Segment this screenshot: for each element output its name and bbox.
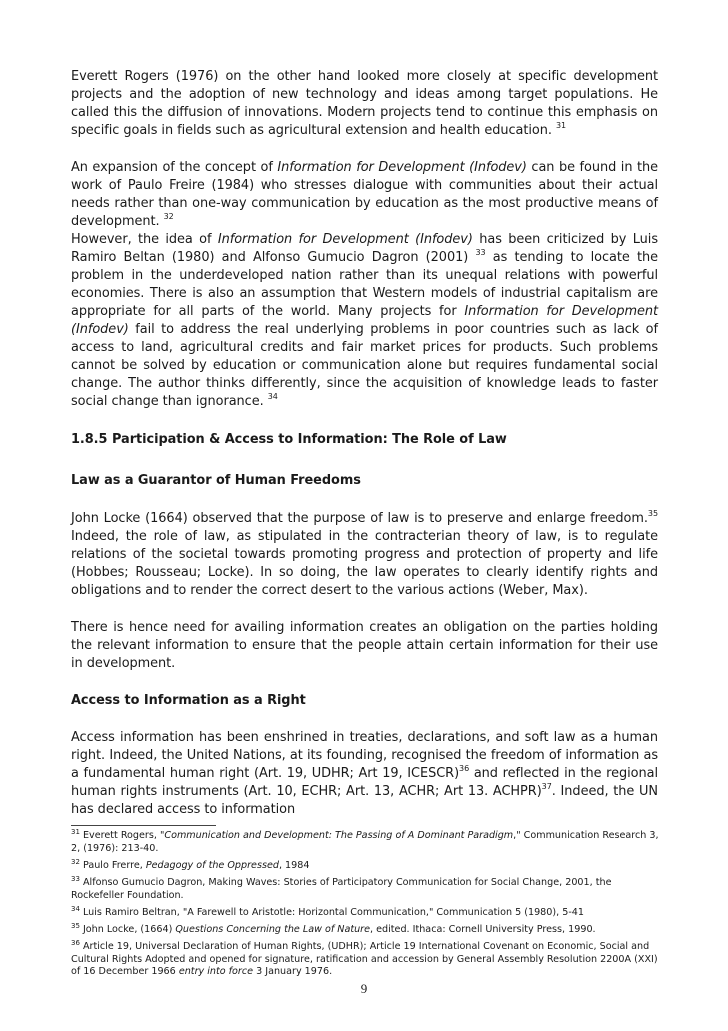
paragraph-availing-information: There is hence need for availing information creates an obligation on the parties holding the relevant information to ensure that the people attain certain information for their use in development. — [71, 620, 658, 671]
footnote-ref-34[interactable]: 34 — [267, 392, 278, 401]
page-number: 9 — [360, 981, 368, 996]
footnote-ref-33[interactable]: 33 — [475, 248, 486, 257]
footnote-ref-36[interactable]: 36 — [459, 764, 470, 773]
paragraph-infodev-criticism: However, the idea of Information for Development (Infodev) has been criticized by Luis Ramiro Beltan (1980) and Alfonso Gumucio Dagron (2001) $^{33}$ as tending to locate the problem in the underdeveloped nation rather than its unequal relations with powerful economies. There is also an assumption that Western models of industrial capitalism are appropriate for all parts of the world. Many projects for Information for Development (Infodev) fail to address the real underlying problems in poor countries such as lack of access to land, agricultural credits and fair market prices for products. Such problems cannot be solved by education or communication alone but requires fundamental social change. The author thinks differently, since the acquisition of knowledge leads to faster social change than ignorance. $^{34}$ — [71, 232, 658, 409]
footnotes — [71, 830, 661, 984]
footnote-35: $^{35}$ John Locke, (1664) Questions Concerning the Law of Nature, edited. Ithaca: Cornell University Press, 1990. — [71, 921, 596, 935]
footnote-33: $^{33}$ Alfonso Gumucio Dagron, Making Waves: Stories of Participatory Communication for Social Change, 2001, the Rockefeller Foundation. — [71, 874, 612, 901]
paragraph-access-information: Access information has been enshrined in treaties, declarations, and soft law as a human right. Indeed, the United Nations, at its founding, recognised the freedom of information as a fundamental human right (Art. 19, UDHR; Art 19, ICESCR)$^{36}$ and reflected in the regional human rights instruments (Art. 10, ECHR; Art. 13, ACHR; Art 13. ACHPR)$^{37}$. Indeed, the UN has declared access to information — [71, 730, 658, 817]
footnote-32: $^{32}$ Paulo Frerre, Pedagogy of the Oppressed, 1984 — [71, 857, 310, 871]
footnote-31: $^{31}$ Everett Rogers, "Communication and Development: The Passing of A Dominant Paradigm," Communication Research 3, 2, (1976): 213-40. — [71, 828, 659, 854]
footnote-ref-31[interactable]: 31 — [555, 121, 567, 130]
footnote-ref-37[interactable]: 37 — [541, 782, 552, 791]
subheading-law-guarantor: Law as a Guarantor of Human Freedoms — [71, 473, 361, 488]
footnote-34: $^{34}$ Luis Ramiro Beltran, "A Farewell to Aristotle: Horizontal Communication," Communication 5 (1980), 5-41 — [71, 904, 585, 918]
paragraph-rogers: Everett Rogers (1976) on the other hand looked more closely at specific development projects and the adoption of new technology and ideas among target populations. He called this the diffusion of innovations. Modern projects tend to continue this emphasis on specific goals in fields such as agricultural extension and health education. $^{31}$ — [71, 69, 658, 138]
section-heading — [71, 431, 658, 449]
section-number: 1.8.5 — [71, 432, 108, 447]
footnote-36: $^{36}$ Article 19, Universal Declaration of Human Rights, (UDHR); Article 19 International Covenant on Economic, Social and Cultural Rights Adopted and opened for signature, ratification and accession by General Assembly Resolution 2200A (XXI) of 16 December 1966 entry into force 3 January 1976. — [71, 939, 658, 978]
footnote-separator — [71, 825, 216, 826]
paragraph-locke: John Locke (1664) observed that the purpose of law is to preserve and enlarge freedom.$^{35}$ Indeed, the role of law, as stipulated in the contracterian theory of law, is to regulate relations of the societal towards promoting progress and protection of property and life (Hobbes; Rousseau; Locke). In so doing, the law operates to clearly identify rights and obligations and to render the correct desert to the various actions (Weber, Max). — [71, 509, 658, 598]
footnote-ref-32[interactable]: 32 — [163, 212, 174, 221]
subheading-access-right: Access to Information as a Right — [71, 693, 306, 708]
section-title: Participation & Access to Information: The Role of Law — [112, 432, 507, 447]
footnote-ref-35[interactable]: 35 — [647, 509, 658, 518]
paragraph-freire: An expansion of the concept of Information for Development (Infodev) can be found in the work of Paulo Freire (1984) who stresses dialogue with communities about their actual needs rather than one-way communication by education as the most productive means of development. $^{32}$ — [71, 160, 658, 229]
